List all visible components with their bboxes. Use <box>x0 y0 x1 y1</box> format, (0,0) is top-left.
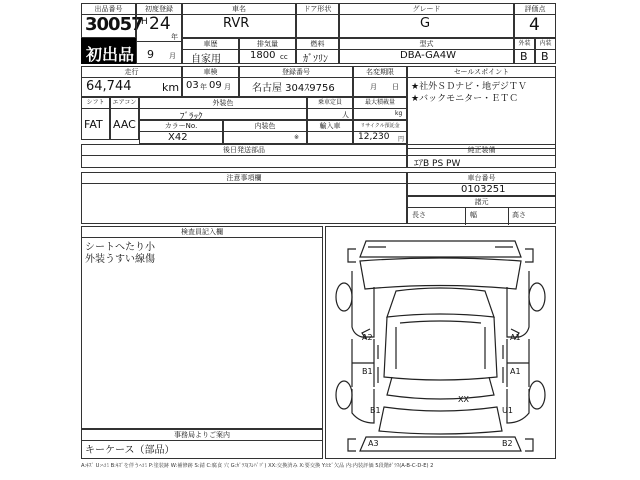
inspector-notes-label: 検査員記入欄 <box>82 227 322 238</box>
inspector-note-2: 外装うすい線傷 <box>85 254 155 265</box>
color-number-box <box>139 120 223 144</box>
fuel-box <box>296 38 339 64</box>
interior-grade-box <box>535 38 556 64</box>
inspector-notes-box <box>81 226 323 429</box>
sales-point-1: ★社外ＳＤナビ・地デジＴＶ <box>411 82 527 92</box>
name-change-box <box>353 66 407 97</box>
door-label: ドア形状 <box>297 4 338 15</box>
damage-mark: B1 <box>362 367 373 376</box>
dimensions-box <box>407 196 556 224</box>
color: ﾌﾞﾗｯｸ <box>180 112 203 122</box>
interior-grade: B <box>541 50 549 63</box>
recycle-box <box>353 120 407 144</box>
recycle-label: リサイクル預託金 <box>354 121 406 132</box>
ac-label: エアコン <box>111 98 138 109</box>
notes-box <box>81 172 407 224</box>
displacement-box <box>239 38 296 64</box>
notes-label: 注意事項欄 <box>82 173 406 184</box>
chassis-box <box>407 172 556 196</box>
recycle-amount: 12,230 <box>358 132 390 142</box>
model-box <box>339 38 514 64</box>
legend: A:ｷｽﾞ U:ﾍｺﾐ B:ｷｽﾞを伴うﾍｺﾐ P:塗装跡 W:補修跡 S:錆 C:腐食 穴 G:ｶﾞﾗｽ(ｽﾚﾊﾟﾘﾞ) XX:交換済み X:要交換 Y:ﾋﾋﾞ欠品 内:内装評価 5段階ｶﾞﾗｽ(A-B-C-D-E) 2 <box>81 463 434 469</box>
inspection-month-unit: 月 <box>224 83 231 91</box>
car-name: RVR <box>223 16 250 31</box>
ac: AAC <box>113 118 136 131</box>
displacement: 1800 <box>250 50 276 61</box>
office-note: キーケース（部品） <box>85 445 175 456</box>
shift-box <box>81 97 110 140</box>
shift: FAT <box>84 118 103 131</box>
damage-mark: U1 <box>502 406 513 415</box>
grade-box <box>339 3 514 38</box>
chassis: 0103251 <box>461 184 506 195</box>
options: ｴｱB PS PW <box>414 159 461 169</box>
mileage: 64,744 <box>86 79 132 94</box>
yen-mark: ※ <box>294 134 300 141</box>
usage-box <box>182 38 239 64</box>
later-parts-label: 後日発送部品 <box>82 145 406 156</box>
exterior-grade-box <box>514 38 535 64</box>
registration-year: 24 <box>149 14 171 34</box>
lot-number-box <box>81 3 143 38</box>
score-box <box>514 3 556 38</box>
fuel: ｶﾞｿﾘﾝ <box>303 54 328 65</box>
color-number: X42 <box>168 132 188 143</box>
car-name-label: 車名 <box>183 4 295 15</box>
options-label: 純正装備 <box>408 145 555 156</box>
exterior-grade: B <box>520 50 528 63</box>
score: 4 <box>529 15 540 35</box>
options-box <box>407 144 556 168</box>
interior-grade-label: 内装 <box>536 39 555 50</box>
registration-month: 9 <box>147 48 154 61</box>
month-unit: 月 <box>169 52 176 60</box>
damage-mark: A1 <box>510 333 521 342</box>
office-notes-label: 事務局よりご案内 <box>82 430 322 441</box>
grade-label: グレード <box>340 4 513 15</box>
inspection-year: 03 <box>186 80 199 91</box>
office-notes-box <box>81 429 323 459</box>
inspection-label: 車検 <box>183 67 238 78</box>
import-label: 輸入車 <box>308 121 352 132</box>
load-label: 最大積載量 <box>354 98 406 109</box>
damage-mark: XX <box>458 395 469 404</box>
mileage-box <box>81 66 182 97</box>
color-number-label: カラーNo. <box>140 121 222 132</box>
displacement-unit: cc <box>280 53 288 61</box>
damage-mark: A1 <box>510 367 521 376</box>
capacity-label: 乗車定員 <box>308 98 352 109</box>
import-box <box>307 120 353 144</box>
name-change-day: 日 <box>392 83 399 91</box>
first-registration-box <box>136 3 182 64</box>
inspector-note-1: シートへたり小 <box>85 242 155 253</box>
shift-label: シフト <box>82 98 109 109</box>
sales-points-label: セールスポイント <box>408 67 555 78</box>
model: DBA-GA4W <box>400 50 456 61</box>
plate-box <box>239 66 353 97</box>
exterior-grade-label: 外装 <box>515 39 534 50</box>
recycle-unit: 円 <box>398 136 405 143</box>
mileage-label: 走行 <box>82 67 181 78</box>
inspection-year-unit: 年 <box>200 83 207 91</box>
model-label: 型式 <box>340 39 513 50</box>
capacity-unit: 人 <box>342 111 349 119</box>
grade: G <box>420 16 431 31</box>
year-unit: 年 <box>171 33 178 41</box>
chassis-label: 車台番号 <box>408 173 555 184</box>
name-change-label: 名変期限 <box>354 67 406 78</box>
plate-label: 登録番号 <box>240 67 352 78</box>
inspection-box <box>182 66 239 97</box>
height-label: 高さ <box>512 211 526 219</box>
damage-mark: A3 <box>368 439 379 448</box>
load-unit: kg <box>395 110 403 117</box>
mileage-unit: km <box>162 81 180 94</box>
load-box <box>353 97 407 120</box>
later-parts-box <box>81 144 407 168</box>
length-label: 長さ <box>412 211 426 219</box>
first-listing-text: 初出品 <box>86 45 135 64</box>
interior-color-box <box>223 120 307 144</box>
plate: 名古屋 304ｽ9756 <box>252 83 335 94</box>
car-diagram <box>326 227 555 458</box>
era: H <box>141 17 148 27</box>
usage-label: 車歴 <box>183 39 238 50</box>
usage: 自家用 <box>191 54 221 65</box>
width-label: 幅 <box>470 211 477 219</box>
inspection-month: 09 <box>209 80 222 91</box>
damage-mark: B2 <box>502 439 513 448</box>
damage-diagram-box <box>325 226 556 459</box>
name-change-month: 月 <box>370 83 377 91</box>
damage-mark: B1 <box>370 406 381 415</box>
capacity-box <box>307 97 353 120</box>
sales-point-2: ★バックモニター・ＥＴＣ <box>411 94 519 104</box>
interior-color-label: 内装色 <box>224 121 306 132</box>
car-name-box <box>182 3 296 38</box>
ac-box <box>110 97 139 140</box>
dimensions-label: 諸元 <box>408 197 555 208</box>
first-registration-label: 初度登録 <box>137 4 181 15</box>
lot-number: 30057 <box>85 14 143 35</box>
displacement-label: 排気量 <box>240 39 295 50</box>
fuel-label: 燃料 <box>297 39 338 50</box>
damage-mark: A2 <box>362 333 373 342</box>
color-label: 外装色 <box>140 98 306 109</box>
first-listing-badge <box>81 38 136 64</box>
color-box <box>139 97 307 120</box>
sales-points-box <box>407 66 556 149</box>
door-box <box>296 3 339 38</box>
lot-number-label: 出品番号 <box>82 4 135 15</box>
score-label: 評価点 <box>515 4 555 15</box>
